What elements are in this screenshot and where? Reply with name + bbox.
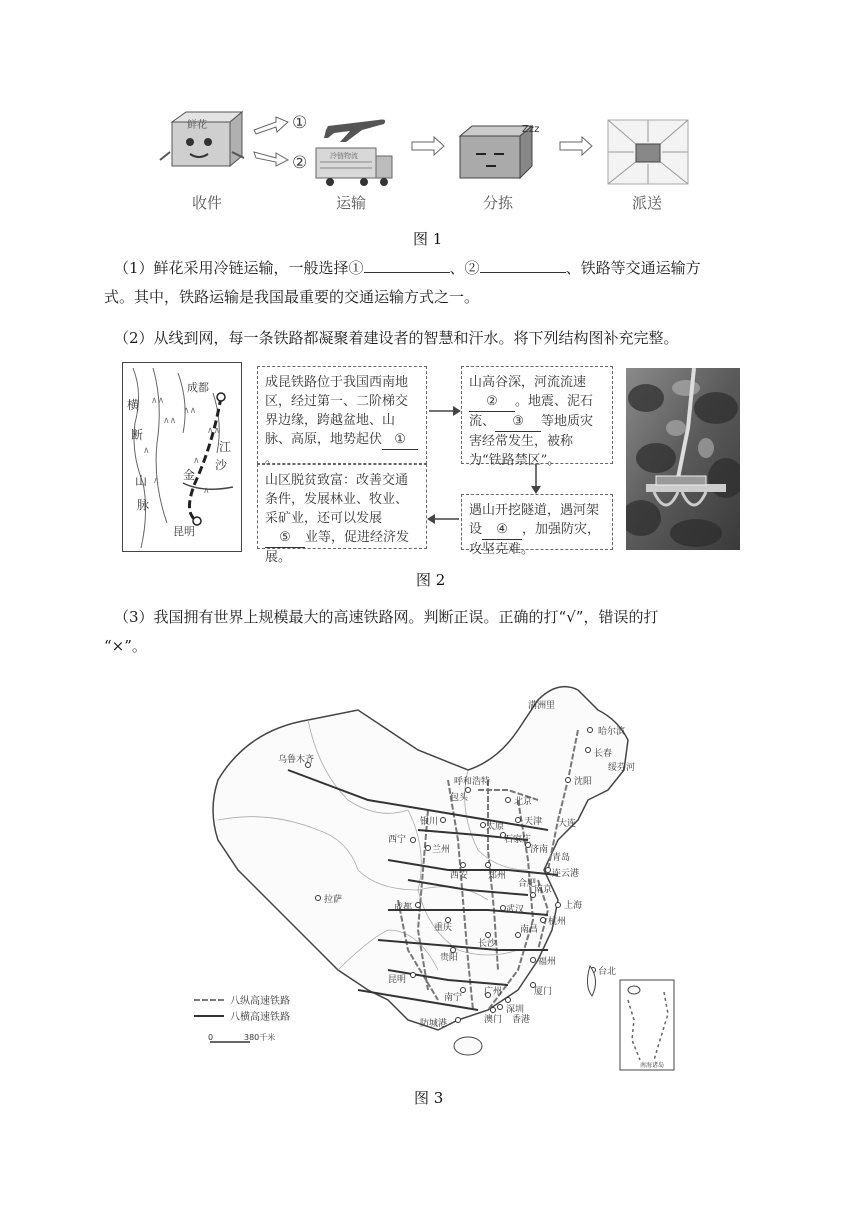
city-shenzhen: 深圳	[506, 1005, 525, 1015]
logistics-flow-illustration	[150, 100, 710, 220]
box2-text-a: 山高谷深，河流流速	[469, 375, 587, 390]
map-label-heng: 横	[127, 398, 140, 412]
arrow-right-icon	[427, 404, 461, 418]
city-manzhouli: 满洲里	[528, 701, 556, 711]
box3-text: 山区脱贫致富：改善交通条件，发展林业、牧业、采矿业，还可以发展	[265, 473, 409, 526]
svg-text:鲜花: 鲜花	[187, 120, 207, 131]
structure-box-engineering	[461, 494, 613, 557]
answer-blank-box1[interactable]: ①	[382, 430, 418, 450]
box1-text: 成昆铁路位于我国西南地区，经过第一、二阶梯交界边缘，跨越盆地、山脉、高原，地势起伏	[265, 375, 409, 447]
city-xian: 西安	[450, 871, 469, 881]
city-taipei: 台北	[598, 967, 617, 977]
map-label-jin: 金	[183, 468, 196, 482]
scale-zero: 0	[208, 1033, 214, 1042]
box3-end: 业等，促进经济发展。	[265, 530, 410, 565]
railway-map-drawing	[123, 363, 241, 551]
city-hangzhou: 杭州	[548, 917, 567, 927]
arrow-icon	[254, 117, 288, 166]
city-yinchuan: 银川	[420, 817, 439, 827]
structure-box-development	[257, 464, 427, 565]
city-shenyang: 沈阳	[574, 777, 593, 787]
city-chongqing: 重庆	[434, 923, 453, 933]
map-label-kunming: 昆明	[173, 525, 195, 538]
arrow-left-icon	[427, 512, 461, 526]
city-urumqi: 乌鲁木齐	[278, 755, 315, 765]
city-lianyungang: 连云港	[552, 869, 580, 879]
city-guangzhou: 广州	[484, 987, 503, 997]
step-transport: 运输	[336, 194, 367, 212]
question-1-line-1	[114, 254, 774, 283]
map-label-duan: 断	[131, 428, 144, 442]
question-1-text-c: 、铁路等交通运输方	[565, 259, 701, 277]
legend-horizontal-label: 八横高速铁路	[230, 1012, 290, 1023]
china-high-speed-rail-map	[188, 670, 678, 1080]
airplane-icon	[324, 120, 385, 143]
step-receive: 收件	[192, 194, 223, 212]
question-1	[104, 254, 774, 312]
city-baotou: 包头	[450, 793, 469, 803]
map-label-sha: 沙	[215, 458, 228, 472]
city-xiamen: 厦门	[534, 987, 553, 997]
city-hefei: 合肥	[518, 879, 537, 889]
city-nanchang: 南昌	[520, 925, 539, 935]
city-wuhan: 武汉	[506, 905, 525, 915]
box1-end: 。	[265, 452, 279, 467]
svg-text:∧∧: ∧∧	[183, 406, 197, 416]
option-2-marker: ②	[292, 153, 308, 173]
city-hongkong: 香港	[512, 1015, 531, 1025]
question-1-text-a: （1）鲜花采用冷链运输，一般选择①	[114, 259, 364, 277]
figure1-flow	[150, 100, 710, 220]
legend-vertical-label: 八纵高速铁路	[230, 996, 290, 1007]
answer-blank-2[interactable]	[480, 272, 566, 273]
city-tianjin: 天津	[524, 817, 543, 827]
map-label-mai: 脉	[137, 498, 150, 512]
question-3-line-1: （3）我国拥有世界上规模最大的高速铁路网。判断正误。正确的打“√”，错误的打	[114, 608, 659, 626]
svg-text:∧∧: ∧∧	[163, 416, 177, 426]
railway-bridge-photo	[626, 368, 740, 550]
box2-text-b: 。地震、泥石流、	[469, 394, 594, 429]
arrow-icon	[560, 137, 592, 155]
city-macau: 澳门	[484, 1015, 503, 1025]
city-lanzhou: 兰州	[432, 845, 451, 855]
arrow-icon	[412, 137, 444, 155]
bridge-photo-drawing	[626, 368, 740, 550]
answer-blank-box2-2[interactable]: ②	[469, 392, 515, 412]
city-chengdu: 成都	[394, 903, 413, 913]
city-xining: 西宁	[388, 835, 407, 845]
answer-blank-box2-3[interactable]: ③	[495, 412, 541, 432]
answer-blank-box3[interactable]: ⑤	[265, 528, 305, 548]
city-suifenhe: 绥芬河	[608, 763, 636, 773]
svg-text:∧: ∧	[143, 446, 150, 456]
map-label-chengdu: 成都	[187, 381, 209, 394]
city-changchun: 长春	[594, 749, 613, 759]
question-3-line-2: “×”。	[104, 637, 147, 655]
city-qingdao: 青岛	[552, 853, 571, 863]
box2-text-c: 等地质灾害经常发生，被称为“铁路禁区”。	[469, 414, 594, 468]
map-label-jiang: 江	[219, 440, 232, 454]
question-2: （2）从线到网，每一条铁路都凝聚着建设者的智慧和汗水。将下列结构图补充完整。	[114, 329, 679, 347]
svg-text:∧: ∧	[203, 486, 210, 496]
city-hohhot: 呼和浩特	[454, 777, 491, 787]
rail-map-drawing	[188, 670, 678, 1080]
scale-distance: 380千米	[244, 1033, 276, 1042]
city-taiyuan: 太原	[486, 822, 505, 832]
chengkun-railway-map	[122, 362, 242, 552]
svg-text:∧∧: ∧∧	[207, 426, 221, 436]
city-jinan: 济南	[530, 845, 549, 855]
delivery-speed-icon	[608, 120, 688, 184]
city-fangchenggang: 防城港	[420, 1019, 448, 1029]
city-nanning: 南宁	[444, 993, 463, 1003]
city-guiyang: 贵阳	[440, 953, 459, 963]
truck-label: 冷链物流	[330, 152, 358, 160]
svg-text:∧: ∧	[193, 456, 200, 466]
city-lhasa: 拉萨	[324, 895, 343, 905]
question-1-line-2: 式。其中，铁路运输是我国最重要的交通运输方式之一。	[104, 288, 480, 306]
box4-end: ，加强防灾，攻坚克难。	[469, 522, 601, 557]
city-beijing: 北京	[514, 797, 533, 807]
answer-blank-1[interactable]	[364, 272, 450, 273]
city-zhengzhou: 郑州	[488, 871, 507, 881]
svg-text:∧∧: ∧∧	[151, 396, 165, 406]
figure1-caption: 图 1	[413, 230, 443, 248]
city-nanjing: 南京	[534, 885, 553, 895]
figure3-caption: 图 3	[414, 1089, 444, 1107]
city-dalian: 大连	[558, 819, 577, 829]
box4-text: 遇山开挖隧道，遇河架设	[469, 503, 600, 537]
map-label-shan: 山	[135, 474, 148, 488]
structure-box-hazards	[461, 366, 613, 468]
question-1-text-b: 、②	[449, 259, 480, 277]
option-1-marker: ①	[292, 113, 308, 133]
answer-blank-box4[interactable]: ④	[482, 520, 522, 540]
structure-box-terrain	[257, 366, 427, 467]
inset-label: 南海诸岛	[640, 1062, 665, 1069]
south-china-sea-inset	[620, 980, 674, 1070]
city-harbin: 哈尔滨	[598, 727, 626, 737]
arrow-down-icon	[529, 464, 543, 494]
figure2-caption: 图 2	[416, 571, 446, 589]
city-fuzhou: 福州	[538, 957, 557, 967]
step-sort: 分拣	[483, 194, 514, 212]
sleeping-zzz-icon: Zzz	[522, 124, 540, 135]
city-kunming: 昆明	[388, 975, 407, 985]
svg-text:∧: ∧	[153, 476, 160, 486]
city-changsha: 长沙	[478, 939, 497, 949]
question-3	[104, 603, 794, 661]
city-shijiazhuang: 石家庄	[504, 835, 532, 845]
step-deliver: 派送	[632, 194, 663, 212]
city-shanghai: 上海	[564, 901, 583, 911]
